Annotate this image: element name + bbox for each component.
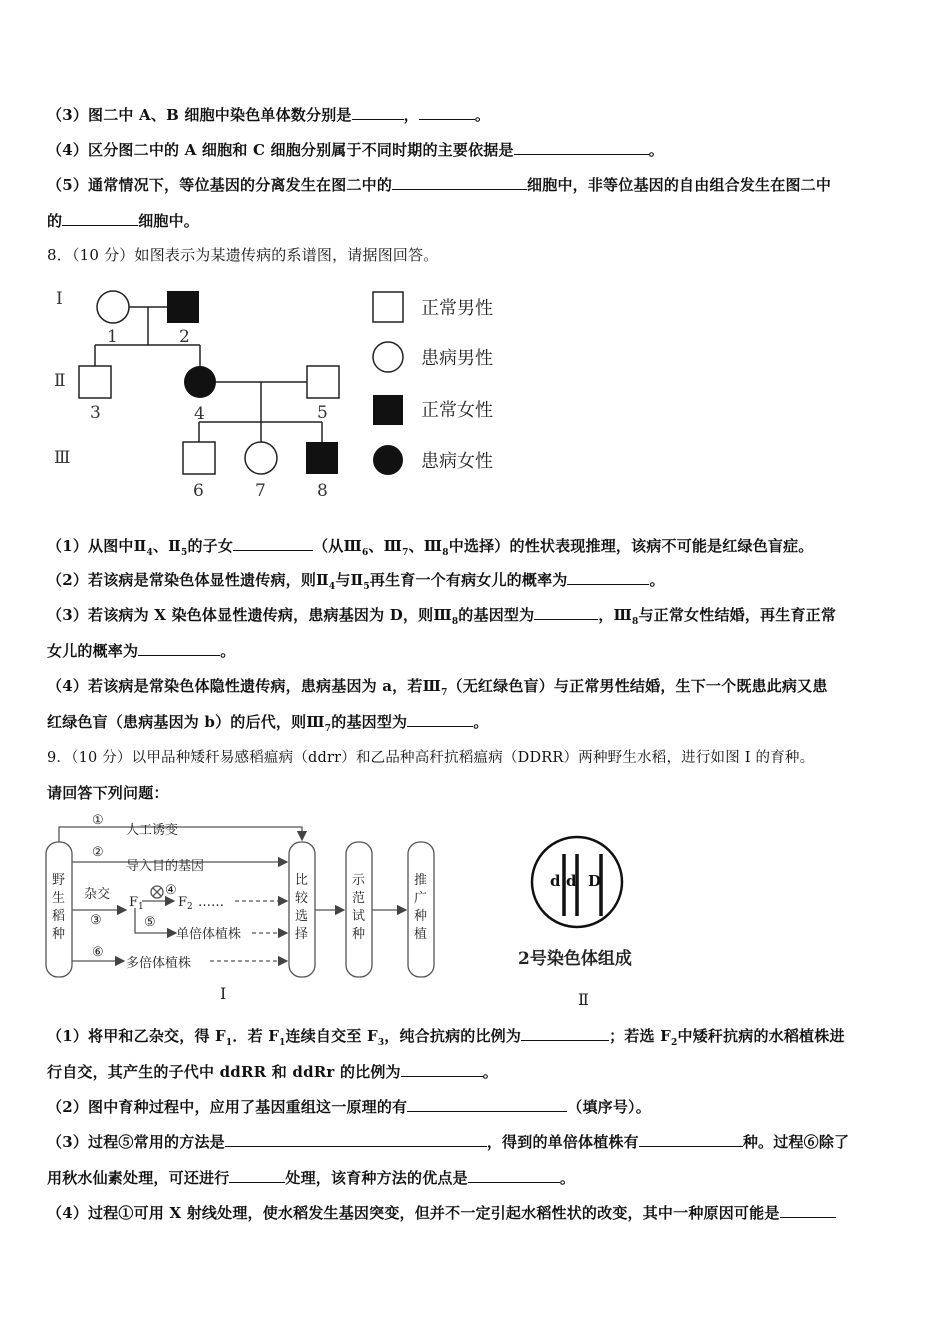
individual-II3-normal-male bbox=[79, 366, 111, 398]
compare-char-1: 较 bbox=[295, 891, 309, 906]
gen-label-1: Ⅰ bbox=[56, 289, 63, 309]
wild-char-0: 野 bbox=[52, 873, 66, 888]
q8-header: 8．（10 分）如图表示为某遗传病的系谱图，请据图回答。 bbox=[47, 246, 439, 264]
q7-line-4: （4）区分图二中的 A 细胞和 C 细胞分别属于不同时期的主要依据是 。 bbox=[47, 141, 664, 159]
demo-char-1: 范 bbox=[352, 891, 366, 906]
legend-label-3: 患病女性 bbox=[421, 451, 493, 472]
gen-label-2: Ⅱ bbox=[54, 371, 66, 391]
individual-III6-normal-male bbox=[183, 442, 215, 474]
gen-label-3: Ⅲ bbox=[54, 448, 71, 468]
promote-char-3: 植 bbox=[414, 927, 428, 942]
circle-5: ⑤ bbox=[144, 915, 156, 930]
individual-III7-normal-female bbox=[245, 442, 277, 474]
legend-label-0: 正常男性 bbox=[421, 298, 493, 319]
promote-char-0: 推 bbox=[414, 873, 428, 888]
q7-line-3: （3）图二中 A、B 细胞中染色单体数分别是 ， 。 bbox=[47, 106, 491, 124]
q8-part-4b: 红绿色盲（患病基因为 b）的后代，则$Ⅲ_7$的基因型为 。 bbox=[47, 713, 489, 734]
allele-d2: d bbox=[566, 872, 577, 890]
polyploid-plant: 多倍体植株 bbox=[126, 956, 192, 971]
compare-char-3: 择 bbox=[295, 927, 309, 942]
label-4: 4 bbox=[194, 404, 205, 424]
q9-part-1a: （1）将甲和乙杂交，得 $F_1$．若 $F_1$连续自交至 $F_3$，纯合抗病的比例为 ；若选 $F_2$中矮秆抗病的水稻植株进 bbox=[47, 1027, 845, 1048]
promote-char-2: 种 bbox=[414, 909, 428, 924]
artificial-mutation: 人工诱变 bbox=[126, 823, 179, 838]
figure-label-I: I bbox=[220, 984, 227, 1003]
label-6: 6 bbox=[193, 481, 204, 501]
label-1: 1 bbox=[107, 327, 118, 347]
circle-2: ② bbox=[92, 845, 104, 860]
legend-circle-filled bbox=[373, 445, 403, 475]
wild-char-1: 生 bbox=[52, 891, 66, 906]
q9-part-4: （4）过程①可用 X 射线处理，使水稻发生基因突变，但并不一定引起水稻性状的改变，其中一种原因可能是 bbox=[47, 1202, 836, 1223]
demo-char-0: 示 bbox=[352, 873, 366, 888]
legend-square-outline bbox=[373, 292, 403, 322]
q9-header-2: 请回答下列问题： bbox=[47, 784, 169, 802]
breeding-diagram bbox=[40, 812, 920, 1017]
label-2: 2 bbox=[179, 327, 190, 347]
individual-II5-normal-male bbox=[307, 366, 339, 398]
q9-part-3a: （3）过程⑤常用的方法是 ，得到的单倍体植株有 种。过程⑥除了 bbox=[47, 1133, 850, 1151]
legend-label-2: 正常女性 bbox=[421, 400, 493, 421]
q8-part-4a: （4）若该病是常染色体隐性遗传病，患病基因为 a，若$Ⅲ_7$（无红绿色盲）与正常男性结婚，生下一个既患此病又患 bbox=[47, 677, 828, 698]
chromosome-caption: 2号染色体组成 bbox=[518, 949, 632, 969]
f2-label: $F_2$ bbox=[178, 895, 193, 912]
individual-I2-affected-male bbox=[167, 291, 199, 323]
wild-char-3: 种 bbox=[52, 927, 66, 942]
compare-char-0: 比 bbox=[295, 873, 309, 888]
figure-label-II: Ⅱ bbox=[578, 990, 589, 1009]
q9-header: 9．（10 分）以甲品种矮秆易感稻瘟病（ddrr）和乙品种高秆抗稻瘟病（DDRR）两种野生水稻，进行如图 I 的育种。 bbox=[47, 750, 815, 766]
label-8: 8 bbox=[317, 481, 328, 501]
q9-part-1b: 行自交，其产生的子代中 ddRR 和 ddRr 的比例为 。 bbox=[47, 1063, 498, 1081]
individual-I1-normal-female bbox=[97, 291, 129, 323]
f1-label: $F_1$ bbox=[129, 895, 144, 912]
q8-part-2: （2）若该病是常染色体显性遗传病，则$Ⅱ_4$与$Ⅱ_5$再生育一个有病女儿的概率为 。 bbox=[47, 571, 665, 592]
q7-line-5a: （5）通常情况下，等位基因的分离发生在图二中的 细胞中，非等位基因的自由组合发生在图二中 bbox=[47, 176, 832, 194]
circle-1: ① bbox=[92, 813, 104, 828]
legend-square-filled bbox=[373, 395, 403, 425]
label-5: 5 bbox=[317, 403, 328, 423]
individual-III8-affected-male bbox=[306, 442, 338, 474]
wild-char-2: 稻 bbox=[52, 909, 66, 924]
legend-circle-outline bbox=[373, 342, 403, 372]
q9-part-3b: 用秋水仙素处理，可还进行 处理，该育种方法的优点是 。 bbox=[47, 1169, 576, 1187]
haploid-plant: 单倍体植株 bbox=[176, 927, 242, 942]
allele-D: D bbox=[588, 872, 602, 890]
circle-6: ⑥ bbox=[92, 945, 104, 960]
cross-label: 杂交 bbox=[84, 887, 111, 902]
ellipsis: …… bbox=[198, 895, 224, 910]
circle-3: ③ bbox=[90, 913, 102, 928]
legend-label-1: 患病男性 bbox=[421, 348, 493, 369]
q8-part-3a: （3）若该病为 X 染色体显性遗传病，患病基因为 D，则$Ⅲ_8$的基因型为 ，$Ⅲ_8$与正常女性结婚，再生育正常 bbox=[47, 606, 837, 627]
circle-4: ④ bbox=[165, 883, 177, 898]
q8-part-1: （1）从图中$Ⅱ_4$、$Ⅱ_5$的子女 （从$Ⅲ_6$、$Ⅲ_7$、$Ⅲ_8$中选择）的性状表现推理，该病不可能是红绿色盲症。 bbox=[47, 537, 814, 558]
promote-char-1: 广 bbox=[414, 891, 428, 906]
pedigree-diagram bbox=[40, 282, 540, 504]
compare-char-2: 选 bbox=[295, 909, 309, 924]
demo-char-2: 试 bbox=[352, 909, 366, 924]
q9-part-2: （2）图中育种过程中，应用了基因重组这一原理的有 （填序号）。 bbox=[47, 1098, 651, 1116]
individual-II4-affected-female bbox=[184, 366, 216, 398]
q7-line-5b: 的 细胞中。 bbox=[47, 212, 200, 230]
allele-d1: d bbox=[550, 872, 561, 890]
label-3: 3 bbox=[90, 403, 101, 423]
demo-char-3: 种 bbox=[352, 927, 366, 942]
q8-part-3b: 女儿的概率为 。 bbox=[47, 642, 236, 660]
import-gene: 导入目的基因 bbox=[126, 859, 205, 874]
label-7: 7 bbox=[255, 481, 266, 501]
